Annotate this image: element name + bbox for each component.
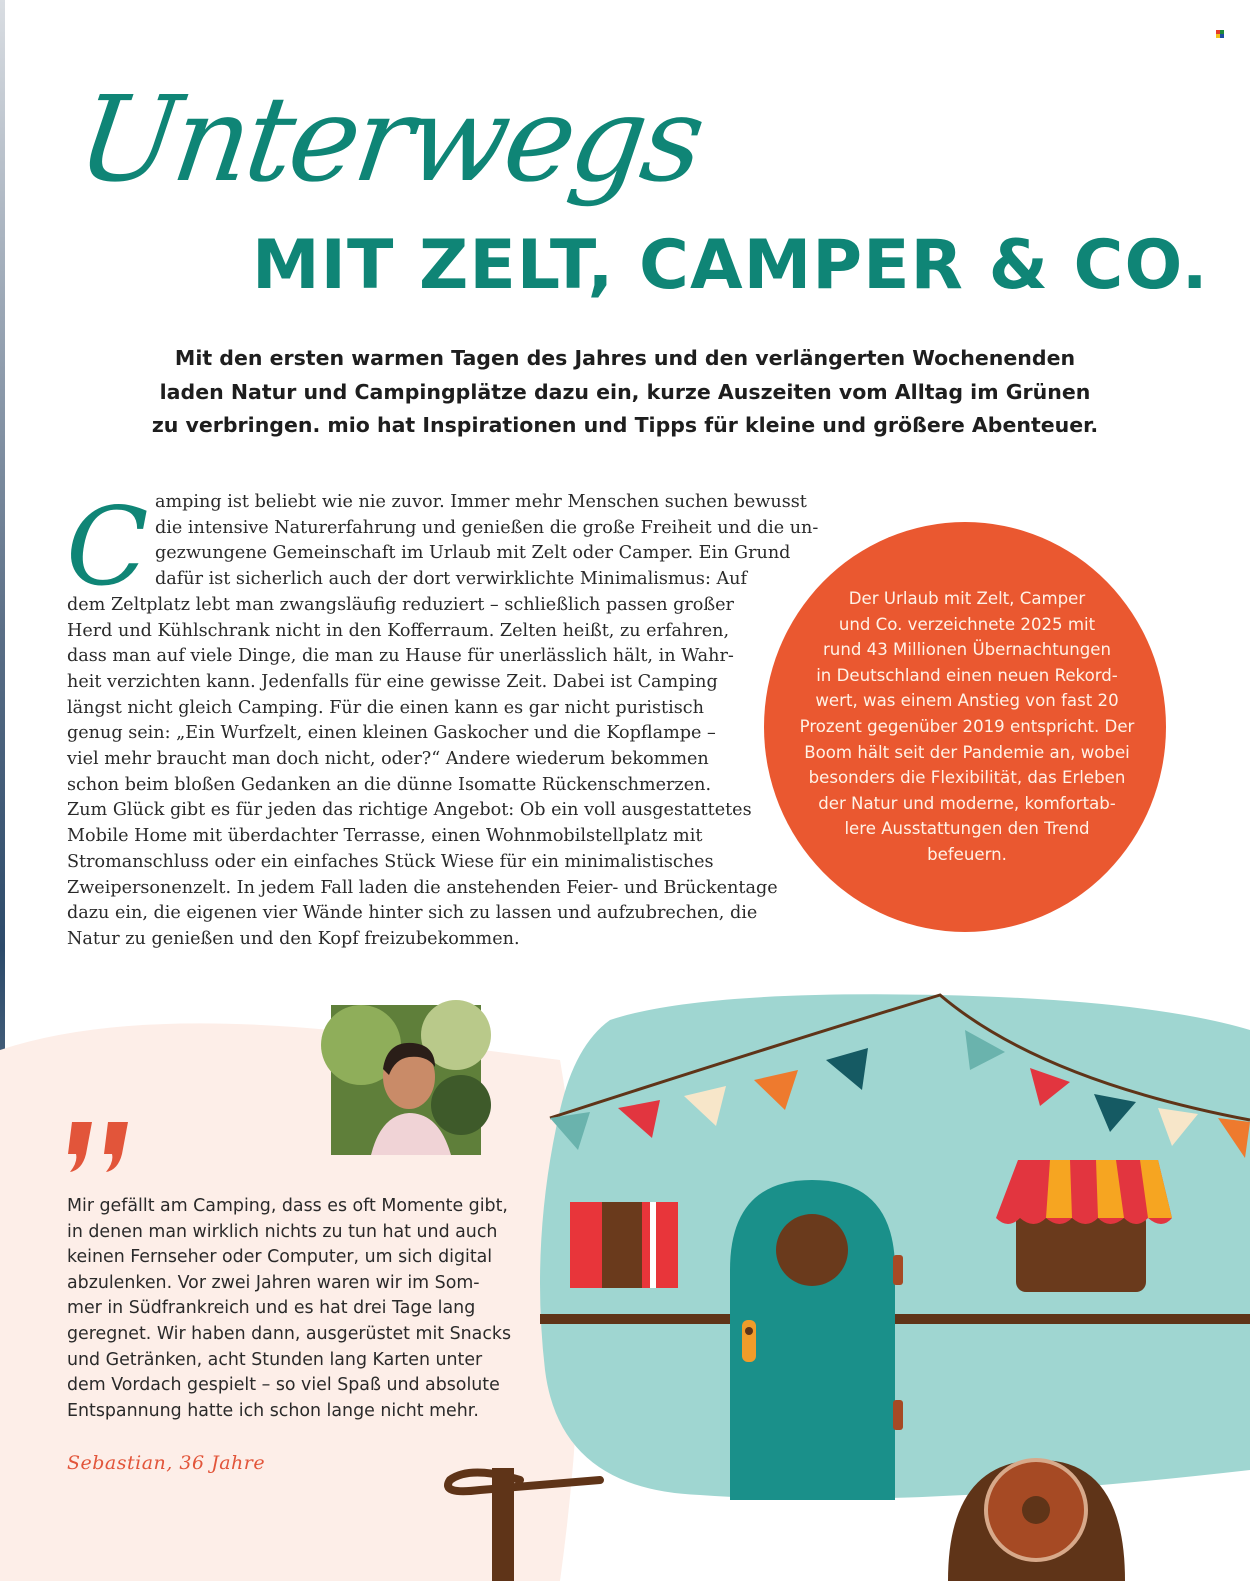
script-headline-text: Unterwegs bbox=[69, 70, 710, 208]
hitch-stand bbox=[492, 1468, 514, 1581]
fact-line: und Co. verzeichnete 2025 mit bbox=[838, 614, 1096, 634]
door-hinge bbox=[893, 1400, 903, 1430]
article-line: dass man auf viele Dinge, die man zu Hause für unerlässlich hält, in Wahr- bbox=[67, 646, 734, 667]
script-headline bbox=[66, 50, 710, 220]
intro-paragraph bbox=[150, 342, 1100, 443]
fact-line: in Deutschland einen neuen Rekord- bbox=[816, 665, 1118, 685]
intro-line: laden Natur und Campingplätze dazu ein, kurze Auszeiten vom Alltag im Grünen bbox=[159, 379, 1091, 404]
quote-line: Mir gefällt am Camping, dass es oft Momente gibt, bbox=[67, 1196, 508, 1216]
quote-line: geregnet. Wir haben dann, ausgerüstet mit Snacks bbox=[67, 1323, 512, 1344]
article-line: genug sein: „Ein Wurfzelt, einen kleinen Gaskocher und die Kopflampe – bbox=[67, 723, 716, 744]
quote-line: mer in Südfrankreich und es hat drei Tage lang bbox=[67, 1298, 476, 1319]
fact-line: Boom hält seit der Pandemie an, wobei bbox=[804, 742, 1130, 762]
article-line: heit verzichten kann. Jedenfalls für eine gewisse Zeit. Dabei ist Camping bbox=[67, 671, 718, 692]
article-line: viel mehr braucht man doch nicht, oder?“ Andere wiederum bekommen bbox=[67, 749, 709, 770]
article-line: Natur zu genießen und den Kopf freizubekommen. bbox=[67, 928, 520, 949]
fact-box-text bbox=[780, 586, 1154, 868]
quote-line: keinen Fernseher oder Computer, um sich digital bbox=[67, 1247, 493, 1268]
intro-line: Mit den ersten warmen Tagen des Jahres und den verlängerten Wochenenden bbox=[174, 346, 1076, 370]
article-line: dem Zeltplatz lebt man zwangsläufig reduziert – schließlich passen großer bbox=[67, 594, 734, 615]
quote-line: Entspannung hatte ich schon lange nicht mehr. bbox=[67, 1400, 479, 1421]
fact-line: befeuern. bbox=[927, 844, 1007, 864]
quote-line: und Getränken, acht Stunden lang Karten unter bbox=[67, 1349, 483, 1370]
fact-line: rund 43 Millionen Übernachtungen bbox=[822, 640, 1112, 660]
avatar bbox=[331, 1005, 481, 1155]
fact-line: besonders die Flexibilität, das Erleben bbox=[808, 768, 1126, 788]
print-registration-mark bbox=[1216, 30, 1224, 38]
door-hinge bbox=[893, 1255, 903, 1285]
main-headline: MIT ZELT, CAMPER & CO. bbox=[252, 226, 1209, 305]
fact-line: wert, was einem Anstieg von fast 20 bbox=[815, 691, 1119, 711]
quote-line: in denen man wirklich nichts zu tun hat und auch bbox=[67, 1221, 498, 1242]
fact-line: lere Ausstattungen den Trend bbox=[844, 819, 1090, 839]
article-line: Mobile Home mit überdachter Terrasse, einen Wohnmobilstellplatz mit bbox=[67, 826, 703, 847]
article-line: dafür ist sicherlich auch der dort verwirklichte Minimalismus: Auf bbox=[155, 569, 748, 590]
article-line: längst nicht gleich Camping. Für die einen kann es gar nicht puristisch bbox=[67, 697, 704, 718]
drop-cap-letter: C bbox=[66, 485, 149, 610]
article-line: amping ist beliebt wie nie zuvor. Immer mehr Menschen suchen bewusst bbox=[155, 492, 807, 512]
article-line: Zweipersonenzelt. In jedem Fall laden die anstehenden Feier- und Brückentage bbox=[67, 877, 778, 898]
fact-line: Der Urlaub mit Zelt, Camper bbox=[848, 589, 1086, 608]
testimonial-quote bbox=[67, 1194, 512, 1424]
article-line: die intensive Naturerfahrung und genießen die große Freiheit und die un- bbox=[155, 517, 819, 538]
door-porthole bbox=[776, 1214, 848, 1286]
wheel-hub bbox=[1022, 1496, 1050, 1524]
article-line: dazu ein, die eigenen vier Wände hinter sich zu lassen und aufzubrechen, die bbox=[67, 903, 758, 924]
article-line: Herd und Kühlschrank nicht in den Kofferraum. Zelten heißt, zu erfahren, bbox=[67, 620, 730, 641]
quote-line: dem Vordach gespielt – so viel Spaß und absolute bbox=[67, 1375, 500, 1396]
article-line: Stromanschluss oder ein einfaches Stück Wiese für ein minimalistisches bbox=[67, 851, 714, 872]
fact-line: der Natur und moderne, komfortab- bbox=[818, 793, 1116, 813]
article-line: schon beim bloßen Gedanken an die dünne Isomatte Rückenschmerzen. bbox=[67, 774, 712, 795]
caravan-window-right bbox=[1016, 1212, 1146, 1292]
article-line: gezwungene Gemeinschaft im Urlaub mit Zelt oder Camper. Ein Grund bbox=[155, 543, 791, 564]
intro-line: zu verbringen. mio hat Inspirationen und Tipps für kleine und größere Abenteuer. bbox=[151, 413, 1099, 437]
fact-line: Prozent gegenüber 2019 entspricht. Der bbox=[799, 716, 1135, 736]
article-line: Zum Glück gibt es für jeden das richtige Angebot: Ob ein voll ausgestattetes bbox=[67, 800, 752, 821]
quote-line: abzulenken. Vor zwei Jahren waren wir im Som- bbox=[67, 1272, 480, 1293]
article-body bbox=[67, 490, 827, 953]
quote-author: Sebastian, 36 Jahre bbox=[67, 1452, 266, 1474]
quote-mark-icon bbox=[64, 1118, 134, 1174]
door-handle bbox=[742, 1320, 756, 1362]
